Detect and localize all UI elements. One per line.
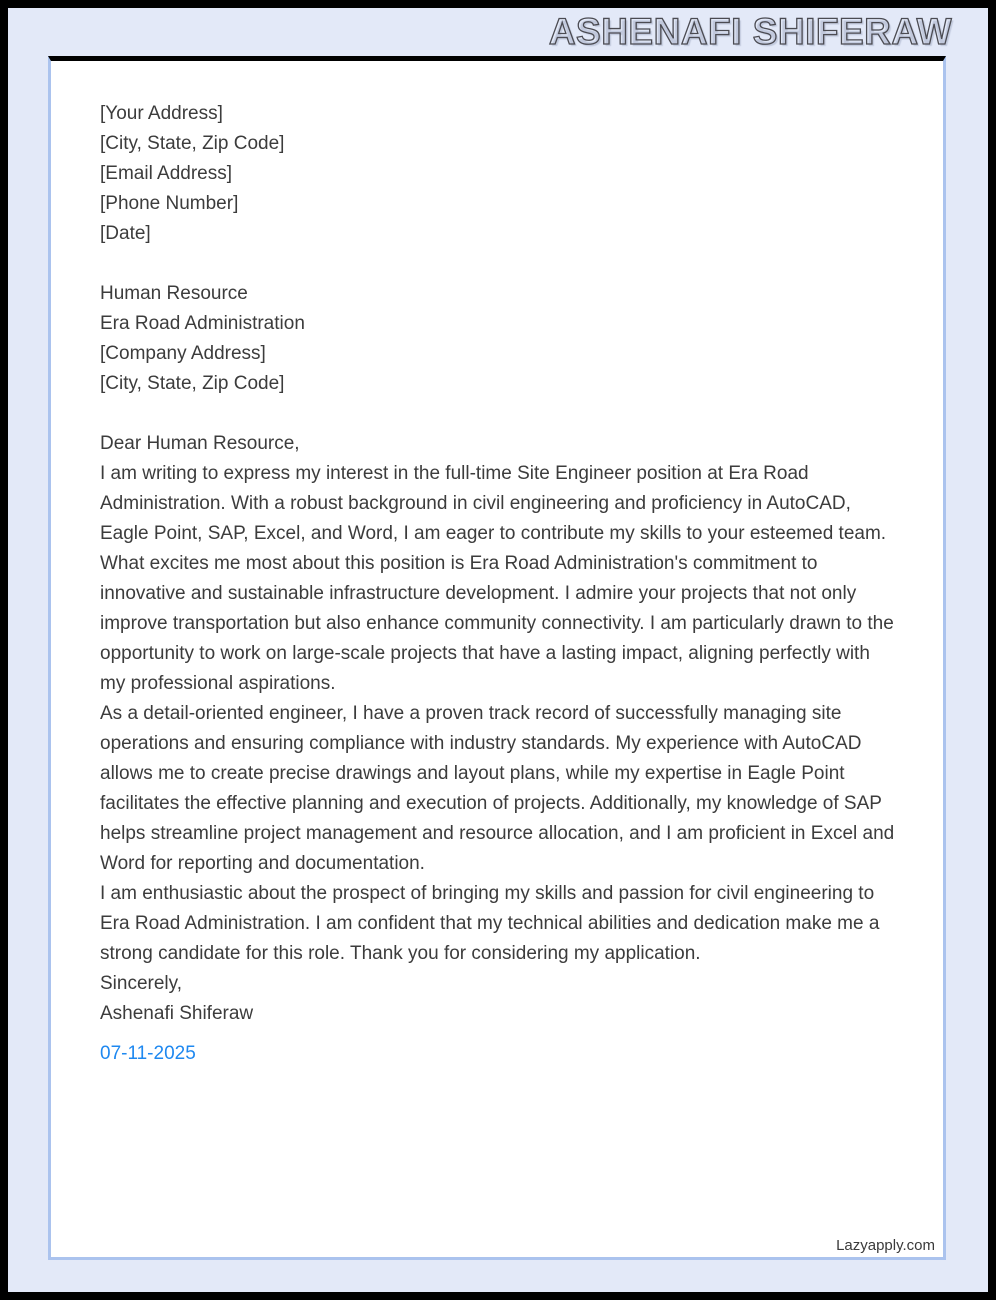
body-paragraph-2: What excites me most about this position is Era Road Administration's commitment to innovative and sustainable infrastructure development. I admire your projects that not only improve transportation but also enhance community connectivity. I am particularly drawn to the opportunity to work on large-scale projects that have a lasting impact, aligning perfectly with my professional aspirations. [100, 553, 894, 694]
closing-line: Sincerely, [100, 973, 183, 994]
sender-phone-line: [Phone Number] [100, 193, 239, 214]
body-paragraph-4: I am enthusiastic about the prospect of bringing my skills and passion for civil engineering to Era Road Administration. I am confident that my technical abilities and dedication make me a strong candidate for this role. Thank you for considering my application. [100, 883, 880, 964]
sender-email-line: [Email Address] [100, 163, 232, 184]
letterhead [8, 8, 988, 56]
sender-city-line: [City, State, Zip Code] [100, 133, 285, 154]
sender-address-block [100, 99, 895, 249]
letter-sheet [48, 56, 946, 1260]
letter-date[interactable]: 07-11-2025 [100, 1043, 196, 1064]
signature-block [100, 969, 895, 1029]
recipient-city-line: [City, State, Zip Code] [100, 373, 285, 394]
recipient-address-line: [Company Address] [100, 343, 266, 364]
recipient-address-block [100, 279, 895, 399]
sender-date-line: [Date] [100, 223, 151, 244]
signature-name: Ashenafi Shiferaw [100, 1003, 254, 1024]
body-paragraph-3: As a detail-oriented engineer, I have a proven track record of successfully managing site operations and ensuring compliance with industry standards. My experience with AutoCAD allows me to create precise drawings and layout plans, while my expertise in Eagle Point facilitates the effective planning and execution of projects. Additionally, my knowledge of SAP helps streamline project management and resource allocation, and I am proficient in Excel and Word for reporting and documentation. [100, 703, 895, 874]
recipient-name-line: Human Resource [100, 283, 248, 304]
lazyapply-watermark-link[interactable]: Lazyapply.com [836, 1237, 935, 1254]
sender-address-line: [Your Address] [100, 103, 223, 124]
recipient-company-line: Era Road Administration [100, 313, 305, 334]
salutation: Dear Human Resource, [100, 433, 300, 454]
body-paragraph-1: I am writing to express my interest in the full-time Site Engineer position at Era Road Administration. With a robust background in civil engineering and proficiency in AutoCAD, Eagle Point, SAP, Excel, and Word, I am eager to contribute my skills to your esteemed team. [100, 463, 887, 544]
candidate-name-header: ASHENAFI SHIFERAW [548, 11, 952, 52]
